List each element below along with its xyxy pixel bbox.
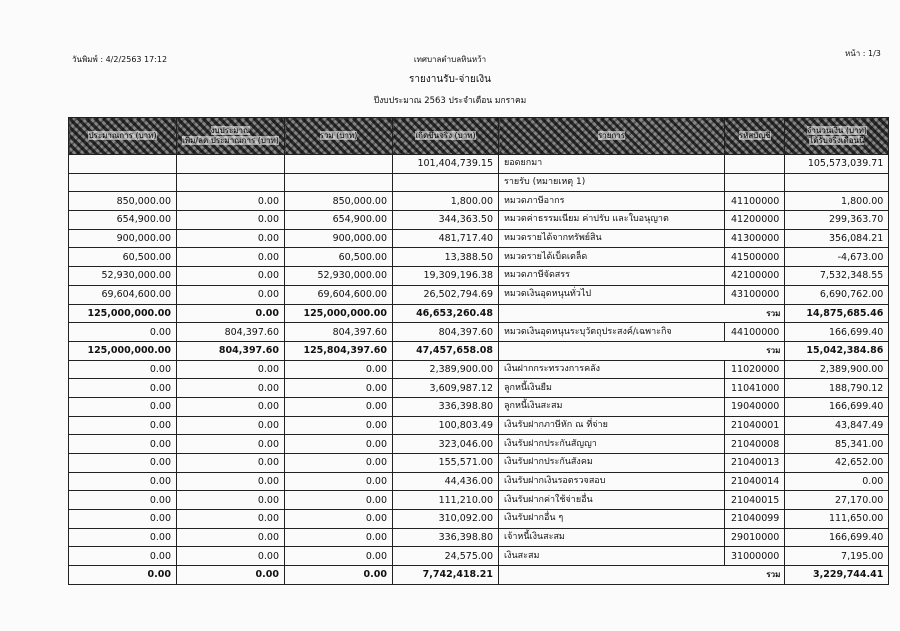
adjustment-cell: 0.00 (177, 566, 285, 585)
total-cell: 60,500.00 (285, 248, 393, 267)
amount-cell: 1,800.00 (785, 192, 889, 211)
total-cell: 850,000.00 (285, 192, 393, 211)
adjustment-cell: 0.00 (177, 547, 285, 566)
adjustment-cell: 0.00 (177, 472, 285, 491)
table-row (69, 491, 889, 510)
adjustment-cell: 0.00 (177, 491, 285, 510)
total-cell: 69,604,600.00 (285, 285, 393, 304)
adjustment-cell: 0.00 (177, 360, 285, 379)
table-row (69, 155, 889, 174)
amount-cell: 7,532,348.55 (785, 267, 889, 286)
header-adjustment: งบประมาณ เพิ่ม/ลด ประมาณการ (บาท) (177, 118, 285, 155)
actual-cell (393, 173, 499, 192)
amount-cell: 6,690,762.00 (785, 285, 889, 304)
adjustment-cell: 0.00 (177, 510, 285, 529)
account-code-cell: 21040014 (725, 472, 785, 491)
estimate-cell: 52,930,000.00 (69, 267, 177, 286)
organization-name: เทศบาลตำบลหินหว้า (413, 55, 487, 64)
report-title: รายงานรับ-จ่ายเงิน (409, 74, 491, 85)
account-code-cell: 21040099 (725, 510, 785, 529)
account-code-cell: 31000000 (725, 547, 785, 566)
estimate-cell: 0.00 (69, 454, 177, 473)
actual-cell: 44,436.00 (393, 472, 499, 491)
estimate-cell: 0.00 (69, 379, 177, 398)
total-cell: 125,000,000.00 (285, 304, 393, 323)
adjustment-cell: 0.00 (177, 416, 285, 435)
estimate-cell: 0.00 (69, 360, 177, 379)
account-code-cell: 21040015 (725, 491, 785, 510)
header-description: รายการ (499, 118, 725, 155)
total-cell: 0.00 (285, 360, 393, 379)
estimate-cell: 0.00 (69, 510, 177, 529)
amount-cell: 166,699.40 (785, 323, 889, 342)
table-row (69, 229, 889, 248)
total-label: รวม (499, 566, 785, 585)
estimate-cell: 60,500.00 (69, 248, 177, 267)
actual-cell: 344,363.50 (393, 211, 499, 230)
actual-cell: 3,609,987.12 (393, 379, 499, 398)
description-cell: ลูกหนี้เงินยืม (499, 379, 725, 398)
actual-cell: 46,653,260.48 (393, 304, 499, 323)
header-estimate: ประมาณการ (บาท) (69, 118, 177, 155)
total-label: รวม (499, 341, 785, 360)
account-code-cell (725, 155, 785, 174)
total-label: รวม (499, 304, 785, 323)
account-code-cell: 41200000 (725, 211, 785, 230)
account-code-cell: 21040008 (725, 435, 785, 454)
table-row (69, 323, 889, 342)
estimate-cell: 850,000.00 (69, 192, 177, 211)
amount-cell: 166,699.40 (785, 528, 889, 547)
description-cell: หมวดเงินอุดหนุนระบุวัตถุประสงค์/เฉพาะกิจ (499, 323, 725, 342)
description-cell: รายรับ (หมายเหตุ 1) (499, 173, 725, 192)
adjustment-cell: 0.00 (177, 528, 285, 547)
account-code-cell: 11041000 (725, 379, 785, 398)
description-cell: เงินรับฝากอื่น ๆ (499, 510, 725, 529)
amount-cell: -4,673.00 (785, 248, 889, 267)
table-row (69, 211, 889, 230)
actual-cell: 323,046.00 (393, 435, 499, 454)
adjustment-cell: 0.00 (177, 248, 285, 267)
table-row (69, 379, 889, 398)
description-cell: เจ้าหนี้เงินสะสม (499, 528, 725, 547)
adjustment-cell (177, 173, 285, 192)
adjustment-cell: 0.00 (177, 192, 285, 211)
actual-cell: 13,388.50 (393, 248, 499, 267)
total-cell: 0.00 (285, 454, 393, 473)
adjustment-cell: 0.00 (177, 435, 285, 454)
actual-cell: 24,575.00 (393, 547, 499, 566)
adjustment-cell: 0.00 (177, 304, 285, 323)
description-cell: หมวดค่าธรรมเนียม ค่าปรับ และใบอนุญาต (499, 211, 725, 230)
estimate-cell: 0.00 (69, 397, 177, 416)
total-cell: 0.00 (285, 491, 393, 510)
description-cell: เงินรับฝากประกันสังคม (499, 454, 725, 473)
estimate-cell (69, 173, 177, 192)
table-row (69, 454, 889, 473)
print-date: วันพิมพ์ : 4/2/2563 17:12 (72, 55, 168, 64)
total-cell: 0.00 (285, 528, 393, 547)
estimate-cell: 654,900.00 (69, 211, 177, 230)
total-cell: 0.00 (285, 547, 393, 566)
table-row (69, 472, 889, 491)
actual-cell: 111,210.00 (393, 491, 499, 510)
report-subtitle: ปีงบประมาณ 2563 ประจำเดือน มกราคม (373, 96, 527, 106)
estimate-cell (69, 155, 177, 174)
estimate-cell: 0.00 (69, 435, 177, 454)
total-cell: 900,000.00 (285, 229, 393, 248)
table-header-row (69, 118, 889, 155)
actual-cell: 481,717.40 (393, 229, 499, 248)
table-row (69, 285, 889, 304)
amount-cell: 15,042,384.86 (785, 341, 889, 360)
actual-cell: 7,742,418.21 (393, 566, 499, 585)
amount-cell: 43,847.49 (785, 416, 889, 435)
amount-cell: 42,652.00 (785, 454, 889, 473)
header-actual: เกิดขึ้นจริง (บาท) (393, 118, 499, 155)
total-cell: 654,900.00 (285, 211, 393, 230)
estimate-cell: 0.00 (69, 566, 177, 585)
account-code-cell: 41500000 (725, 248, 785, 267)
actual-cell: 336,398.80 (393, 528, 499, 547)
total-cell: 0.00 (285, 435, 393, 454)
description-cell: หมวดเงินอุดหนุนทั่วไป (499, 285, 725, 304)
adjustment-cell: 0.00 (177, 454, 285, 473)
estimate-cell: 0.00 (69, 323, 177, 342)
table-row (69, 360, 889, 379)
account-code-cell: 11020000 (725, 360, 785, 379)
description-cell: เงินรับฝากค่าใช้จ่ายอื่น (499, 491, 725, 510)
total-cell: 804,397.60 (285, 323, 393, 342)
description-cell: หมวดภาษีอากร (499, 192, 725, 211)
actual-cell: 336,398.80 (393, 397, 499, 416)
description-cell: เงินรับฝากประกันสัญญา (499, 435, 725, 454)
total-cell: 0.00 (285, 416, 393, 435)
amount-cell: 7,195.00 (785, 547, 889, 566)
adjustment-cell (177, 155, 285, 174)
actual-cell: 26,502,794.69 (393, 285, 499, 304)
description-cell: ลูกหนี้เงินสะสม (499, 397, 725, 416)
adjustment-cell: 0.00 (177, 397, 285, 416)
table-row (69, 267, 889, 286)
amount-cell: 299,363.70 (785, 211, 889, 230)
actual-cell: 155,571.00 (393, 454, 499, 473)
total-cell: 0.00 (285, 379, 393, 398)
table-row (69, 248, 889, 267)
actual-cell: 804,397.60 (393, 323, 499, 342)
amount-cell (785, 173, 889, 192)
table-row (69, 566, 889, 585)
estimate-cell: 125,000,000.00 (69, 341, 177, 360)
table-row (69, 397, 889, 416)
table-row (69, 304, 889, 323)
estimate-cell: 0.00 (69, 528, 177, 547)
adjustment-cell: 804,397.60 (177, 323, 285, 342)
amount-cell: 166,699.40 (785, 397, 889, 416)
amount-cell: 188,790.12 (785, 379, 889, 398)
adjustment-cell: 0.00 (177, 285, 285, 304)
estimate-cell: 125,000,000.00 (69, 304, 177, 323)
table-row (69, 416, 889, 435)
amount-cell: 0.00 (785, 472, 889, 491)
adjustment-cell: 0.00 (177, 211, 285, 230)
actual-cell: 310,092.00 (393, 510, 499, 529)
amount-cell: 27,170.00 (785, 491, 889, 510)
account-code-cell: 42100000 (725, 267, 785, 286)
account-code-cell: 29010000 (725, 528, 785, 547)
total-cell: 0.00 (285, 472, 393, 491)
total-cell: 52,930,000.00 (285, 267, 393, 286)
total-cell: 0.00 (285, 566, 393, 585)
description-cell: หมวดภาษีจัดสรร (499, 267, 725, 286)
adjustment-cell: 0.00 (177, 229, 285, 248)
account-code-cell (725, 173, 785, 192)
amount-cell: 85,341.00 (785, 435, 889, 454)
amount-cell: 14,875,685.46 (785, 304, 889, 323)
adjustment-cell: 804,397.60 (177, 341, 285, 360)
amount-cell: 3,229,744.41 (785, 566, 889, 585)
page-number: หน้า : 1/3 (845, 49, 881, 58)
table-row (69, 528, 889, 547)
adjustment-cell: 0.00 (177, 379, 285, 398)
account-code-cell: 43100000 (725, 285, 785, 304)
account-code-cell: 44100000 (725, 323, 785, 342)
table-row (69, 341, 889, 360)
estimate-cell: 69,604,600.00 (69, 285, 177, 304)
description-cell: เงินรับฝากเงินรอตรวจสอบ (499, 472, 725, 491)
total-cell: 0.00 (285, 397, 393, 416)
actual-cell: 101,404,739.15 (393, 155, 499, 174)
account-code-cell: 41100000 (725, 192, 785, 211)
actual-cell: 100,803.49 (393, 416, 499, 435)
description-cell: เงินสะสม (499, 547, 725, 566)
estimate-cell: 900,000.00 (69, 229, 177, 248)
header-amount: จำนวนเงิน (บาท) ได้รับจริงเดือนนี้ (785, 118, 889, 155)
account-code-cell: 41300000 (725, 229, 785, 248)
adjustment-cell: 0.00 (177, 267, 285, 286)
total-cell: 0.00 (285, 510, 393, 529)
estimate-cell: 0.00 (69, 491, 177, 510)
actual-cell: 2,389,900.00 (393, 360, 499, 379)
description-cell: เงินรับฝากภาษีหัก ณ ที่จ่าย (499, 416, 725, 435)
amount-cell: 111,650.00 (785, 510, 889, 529)
table-row (69, 192, 889, 211)
table-row (69, 547, 889, 566)
amount-cell: 2,389,900.00 (785, 360, 889, 379)
estimate-cell: 0.00 (69, 547, 177, 566)
actual-cell: 19,309,196.38 (393, 267, 499, 286)
table-row (69, 173, 889, 192)
header-total: รวม (บาท) (285, 118, 393, 155)
description-cell: เงินฝากกระทรวงการคลัง (499, 360, 725, 379)
actual-cell: 1,800.00 (393, 192, 499, 211)
total-cell (285, 155, 393, 174)
amount-cell: 356,084.21 (785, 229, 889, 248)
account-code-cell: 21040013 (725, 454, 785, 473)
total-cell: 125,804,397.60 (285, 341, 393, 360)
description-cell: หมวดรายได้เบ็ดเตล็ด (499, 248, 725, 267)
total-cell (285, 173, 393, 192)
account-code-cell: 19040000 (725, 397, 785, 416)
estimate-cell: 0.00 (69, 416, 177, 435)
estimate-cell: 0.00 (69, 472, 177, 491)
description-cell: หมวดรายได้จากทรัพย์สิน (499, 229, 725, 248)
description-cell: ยอดยกมา (499, 155, 725, 174)
actual-cell: 47,457,658.08 (393, 341, 499, 360)
amount-cell: 105,573,039.71 (785, 155, 889, 174)
account-code-cell: 21040001 (725, 416, 785, 435)
header-account-code: รหัสบัญชี (725, 118, 785, 155)
table-row (69, 435, 889, 454)
receipts-payments-table (68, 117, 889, 585)
table-row (69, 510, 889, 529)
